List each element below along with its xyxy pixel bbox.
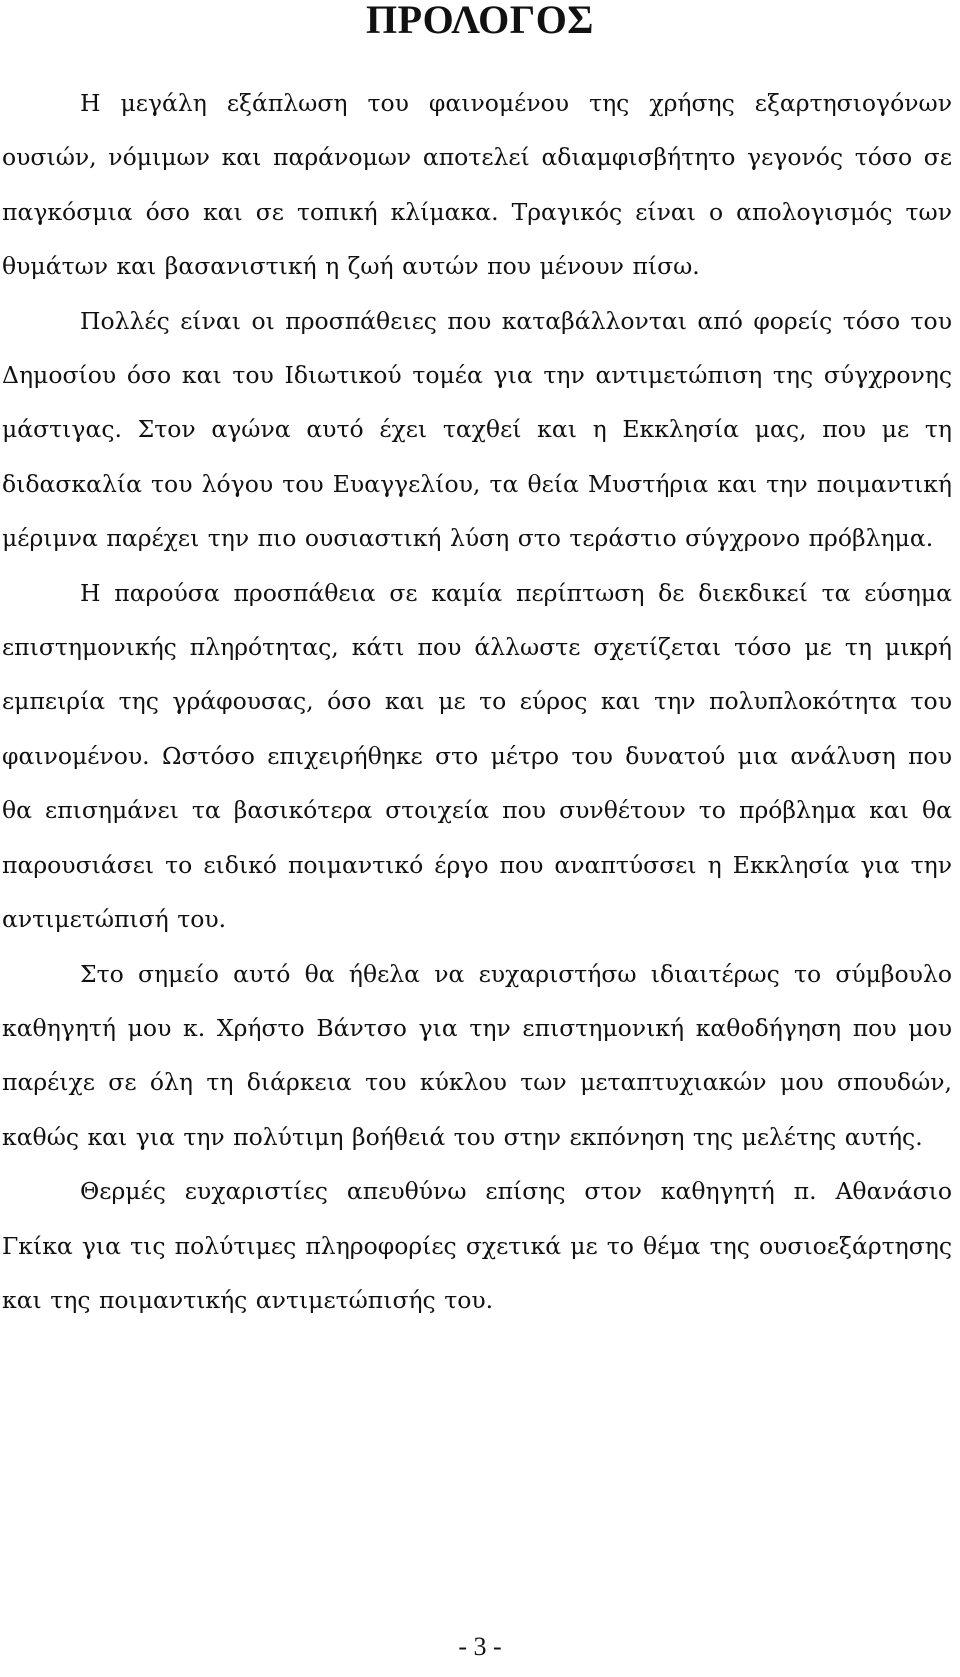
body-text: [2, 76, 952, 1327]
page-number: - 3 -: [458, 1632, 502, 1661]
paragraph-5: Θερμές ευχαριστίες απευθύνω επίσης στον καθηγητή π. Αθανάσιο Γκίκα για τις πολύτιμες πληροφορίες σχετικά με το θέμα της ουσιοεξάρτησης και της ποιμαντικής αντιμετώπισής του.: [2, 1177, 952, 1314]
paragraph-1: Η μεγάλη εξάπλωση του φαινομένου της χρήσης εξαρτησιογόνων ουσιών, νόμιμων και παράνομων αποτελεί αδιαμφισβήτητο γεγονός τόσο σε παγκόσμια όσο και σε τοπική κλίμακα. Τραγικός είναι ο απολογισμός των θυμάτων και βασανιστική η ζωή αυτών που μένουν πίσω.: [2, 89, 952, 281]
paragraph-4: Στο σημείο αυτό θα ήθελα να ευχαριστήσω ιδιαιτέρως το σύμβουλο καθηγητή μου κ. Χρήστο Βάντσο για την επιστημονική καθοδήγηση που μου παρέιχε σε όλη τη διάρκεια του κύκλου των μεταπτυχιακών μου σπουδών, καθώς και για την πολύτιμη βοήθειά του στην εκπόνηση της μελέτης αυτής.: [2, 959, 952, 1151]
page-title: ΠΡΟΛΟΓΟΣ: [366, 0, 594, 42]
paragraph-2: Πολλές είναι οι προσπάθειες που καταβάλλονται από φορείς τόσο του Δημοσίου όσο και του Ιδιωτικού τομέα για την αντιμετώπιση της σύγχρονης μάστιγας. Στον αγώνα αυτό έχει ταχθεί και η Εκκλησία μας, που με τη διδασκαλία του λόγου του Ευαγγελίου, τα θεία Μυστήρια και την ποιμαντική μέριμνα παρέχει την πιο ουσιαστική λύση στο τεράστιο σύγχρονο πρόβλημα.: [2, 306, 952, 553]
paragraph-3: Η παρούσα προσπάθεια σε καμία περίπτωση δε διεκδικεί τα εύσημα επιστημονικής πληρότητας, κάτι που άλλωστε σχετίζεται τόσο με τη μικρή εμπειρία της γράφουσας, όσο και με το εύρος και την πολυπλοκότητα του φαινομένου. Ωστόσο επιχειρήθηκε στο μέτρο του δυνατού μια ανάλυση που θα επισημάνει τα βασικότερα στοιχεία που συνθέτουν το πρόβλημα και θα παρουσιάσει το ειδικό ποιμαντικό έργο που αναπτύσσει η Εκκλησία για την αντιμετώπισή του.: [2, 578, 952, 934]
